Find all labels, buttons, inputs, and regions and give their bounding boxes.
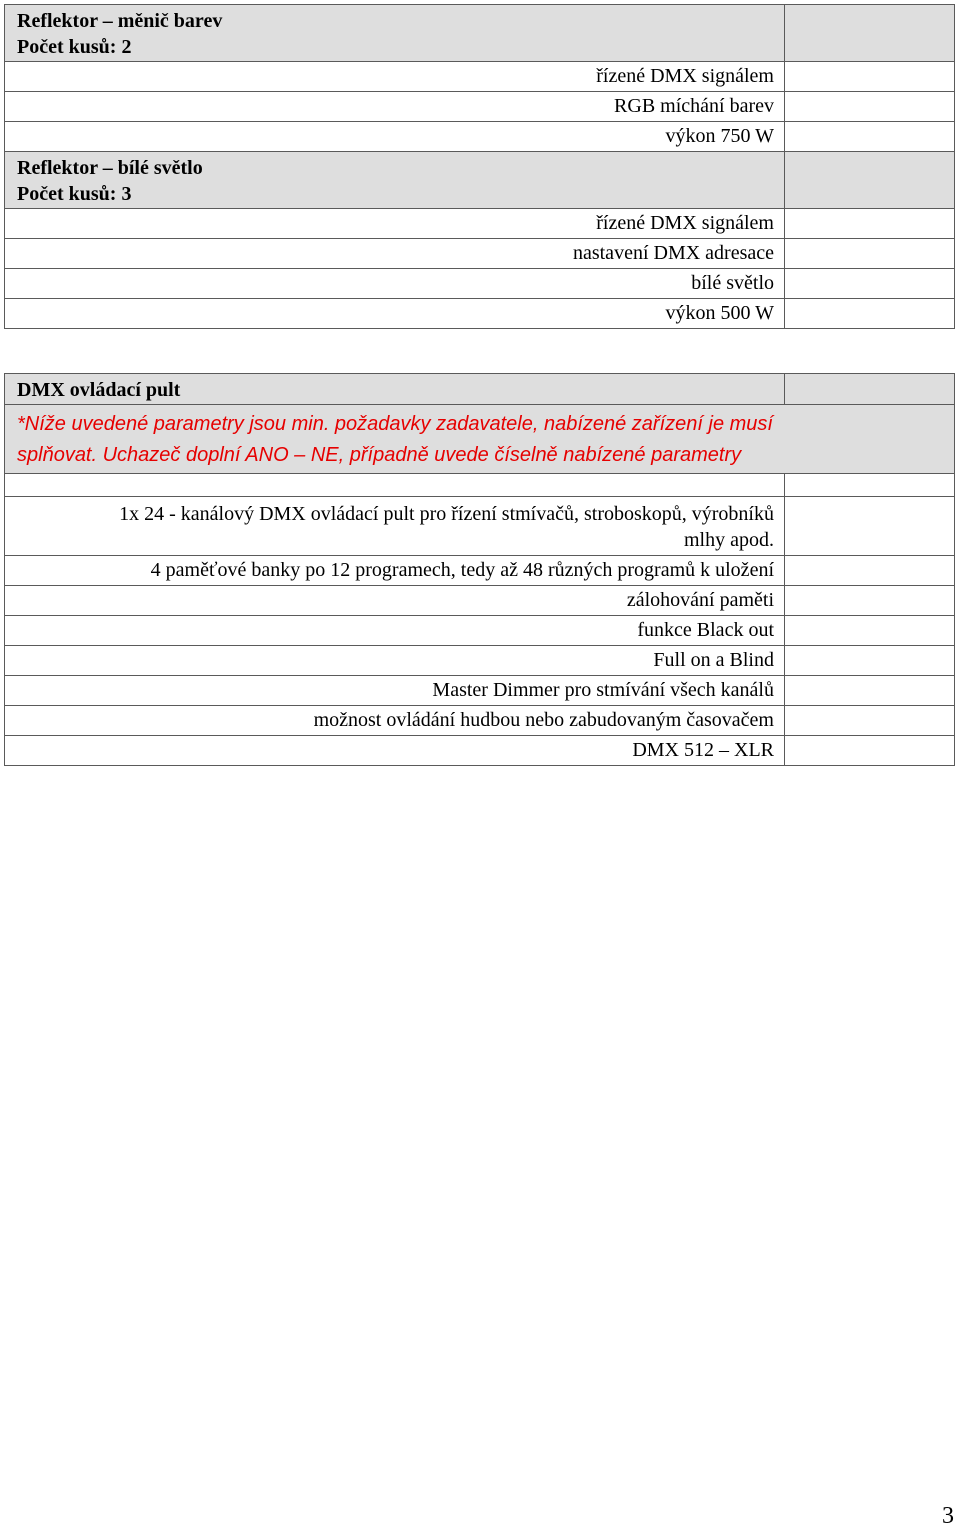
param-label: 4 paměťové banky po 12 programech, tedy až 48 různých programů k uložení [5,556,785,586]
param-row [5,586,955,616]
param-label: řízené DMX signálem [5,209,785,239]
answer-cell[interactable] [785,474,955,497]
param-row [5,616,955,646]
param-row [5,269,955,299]
param-label: funkce Black out [5,616,785,646]
param-line: mlhy apod. [684,529,774,551]
answer-cell[interactable] [785,676,955,706]
param-label: výkon 500 W [5,299,785,329]
section-count: Počet kusů: 3 [17,183,132,205]
answer-cell[interactable] [785,556,955,586]
param-line: 1x 24 - kanálový DMX ovládací pult pro řízení stmívačů, stroboskopů, výrobníků [119,503,774,525]
answer-cell[interactable] [785,62,955,92]
answer-cell[interactable] [785,92,955,122]
answer-cell[interactable] [785,616,955,646]
param-row [5,706,955,736]
param-row [5,556,955,586]
param-label: Master Dimmer pro stmívání všech kanálů [5,676,785,706]
answer-cell[interactable] [785,374,955,405]
param-row [5,62,955,92]
answer-cell[interactable] [785,239,955,269]
param-label: řízené DMX signálem [5,62,785,92]
param-label: DMX 512 – XLR [5,736,785,766]
param-row [5,239,955,269]
requirements-note [5,405,955,474]
section-count: Počet kusů: 2 [17,36,132,58]
section-title: Reflektor – měnič barev [17,10,223,32]
param-label: výkon 750 W [5,122,785,152]
note-line: *Níže uvedené parametry jsou min. požadavky zadavatele, nabízené zařízení je musí [17,413,773,435]
answer-cell[interactable] [785,5,955,62]
spacer-row [5,474,955,497]
answer-cell[interactable] [785,646,955,676]
note-line: splňovat. Uchazeč doplní ANO – NE, případně uvede číselně nabízené parametry [17,444,742,466]
section-header [5,5,785,62]
param-label: zálohování paměti [5,586,785,616]
page-number: 3 [942,1503,954,1529]
spec-table-dmx-console [4,373,955,766]
answer-cell[interactable] [785,586,955,616]
answer-cell[interactable] [785,269,955,299]
section-title: DMX ovládací pult [17,379,181,401]
param-row [5,209,955,239]
note-row [5,405,955,474]
answer-cell[interactable] [785,736,955,766]
param-label: možnost ovládání hudbou nebo zabudovaným časovačem [5,706,785,736]
section-header-row [5,5,955,62]
spec-table-reflectors [4,4,955,329]
answer-cell[interactable] [785,299,955,329]
section-header [5,374,785,405]
section-header [5,152,785,209]
param-row [5,676,955,706]
section-title: Reflektor – bílé světlo [17,157,203,179]
answer-cell[interactable] [785,152,955,209]
param-row [5,299,955,329]
param-label: RGB míchání barev [5,92,785,122]
param-row [5,122,955,152]
param-row [5,646,955,676]
section-header-row [5,374,955,405]
answer-cell[interactable] [785,706,955,736]
param-label: nastavení DMX adresace [5,239,785,269]
section-header-row [5,152,955,209]
param-label [5,497,785,556]
param-label: Full on a Blind [5,646,785,676]
answer-cell[interactable] [785,497,955,556]
answer-cell[interactable] [785,209,955,239]
spacer-cell [5,474,785,497]
param-row [5,497,955,556]
param-row [5,92,955,122]
param-row [5,736,955,766]
answer-cell[interactable] [785,122,955,152]
param-label: bílé světlo [5,269,785,299]
